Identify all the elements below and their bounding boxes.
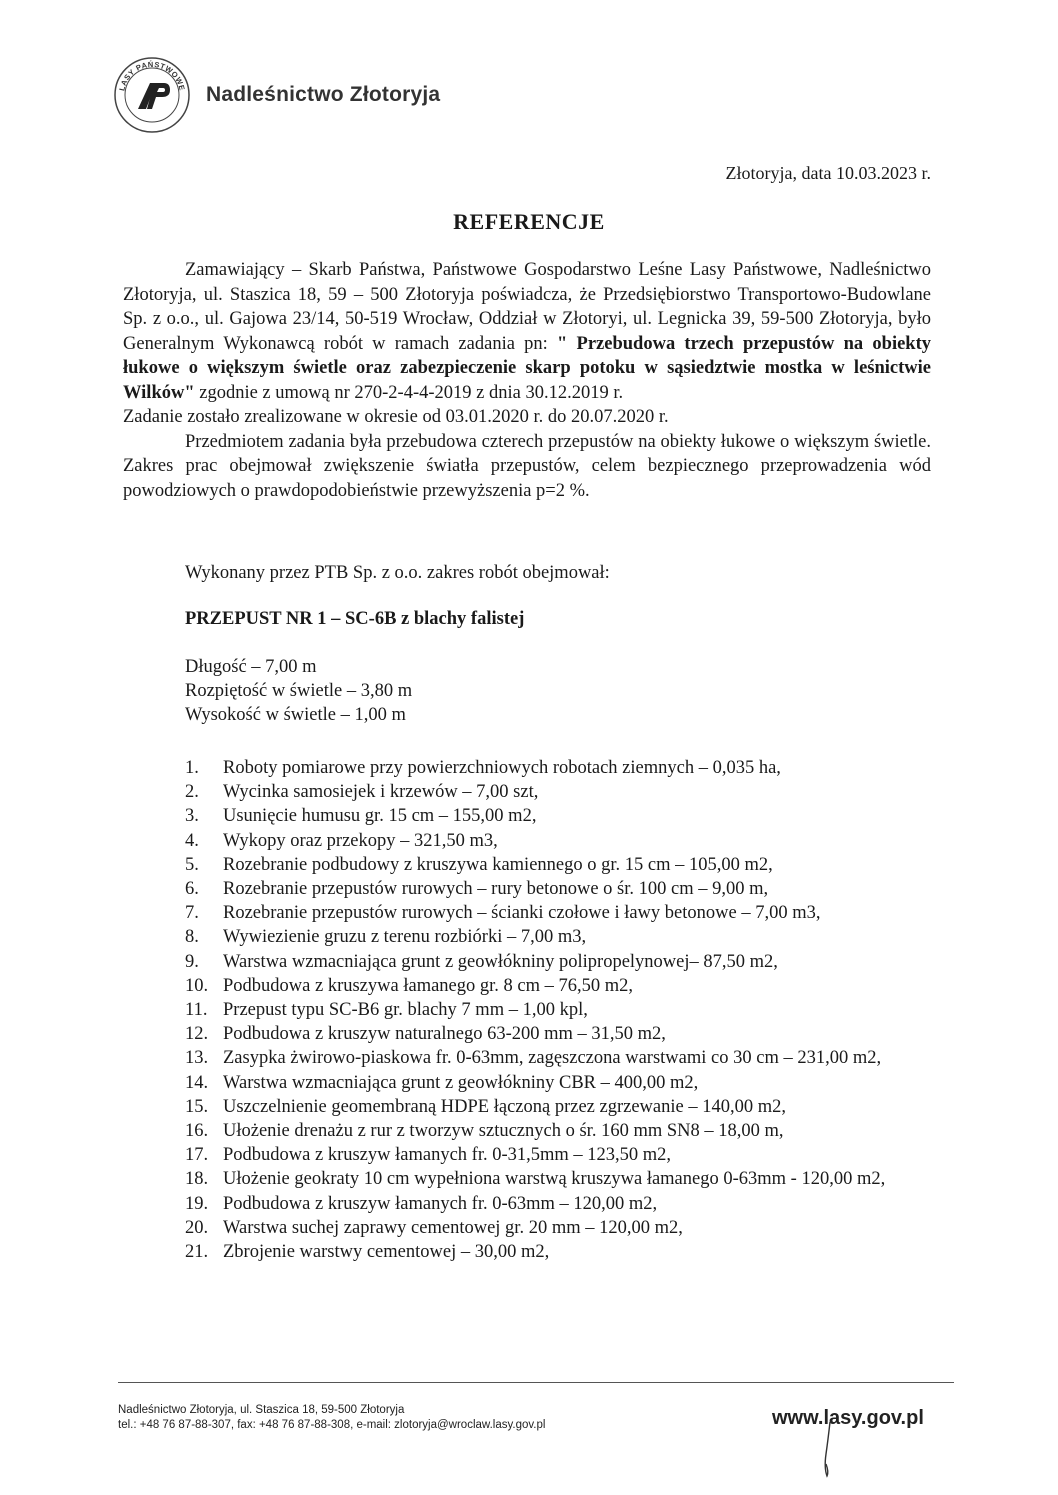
footer-contact-line: tel.: +48 76 87-88-307, fax: +48 76 87-88-308, e-mail: zlotoryja@wroclaw.lasy.gov.pl [118, 1419, 546, 1431]
work-item [185, 829, 931, 853]
paragraph-period: Zadanie zostało zrealizowane w okresie od 03.01.2020 r. do 20.07.2020 r. [123, 407, 669, 427]
document-title: REFERENCJE [453, 209, 605, 234]
work-item [185, 877, 931, 901]
work-item-number: 10. [185, 975, 209, 996]
organization-name: Nadleśnictwo Złotoryja [206, 83, 441, 106]
work-item-number: 7. [185, 903, 199, 924]
contract-text-b: zgodnie z umową nr 270-2-4-4-2019 z dnia 30.12.2019 r. [194, 382, 624, 403]
date-line: Złotoryja, data 10.03.2023 r. [725, 163, 931, 183]
work-item-text: Podbudowa z kruszywa łamanego gr. 8 cm – 76,50 m2, [223, 975, 634, 996]
work-item-text: Ułożenie drenażu z rur z tworzyw sztucznych o śr. 160 mm SN8 – 18,00 m, [223, 1121, 784, 1142]
work-item-text: Wykopy oraz przekopy – 321,50 m3, [223, 830, 498, 851]
work-item-text: Wycinka samosiejek i krzewów – 7,00 szt, [223, 782, 539, 803]
work-item-text: Warstwa suchej zaprawy cementowej gr. 20 mm – 120,00 m2, [223, 1217, 683, 1238]
works-list [185, 756, 931, 1264]
document-body [123, 258, 931, 503]
work-item [185, 901, 931, 925]
work-item-number: 14. [185, 1072, 209, 1093]
work-item-text: Warstwa wzmacniająca grunt z geowłókniny polipropelynowej– 87,50 m2, [223, 951, 778, 972]
work-item-number: 16. [185, 1121, 209, 1142]
work-item-number: 9. [185, 951, 199, 972]
dimension-height: Wysokość w świetle – 1,00 m [185, 705, 406, 725]
work-item-number: 21. [185, 1242, 209, 1263]
work-item [185, 1071, 931, 1095]
footer-address [118, 1403, 545, 1433]
paragraph-contract [123, 258, 931, 405]
work-item-number: 8. [185, 927, 199, 948]
work-item-number: 4. [185, 830, 199, 851]
dimension-length: Długość – 7,00 m [185, 657, 317, 677]
work-item [185, 1143, 931, 1167]
work-item-number: 2. [185, 782, 199, 803]
work-item [185, 780, 931, 804]
work-item-number: 17. [185, 1145, 209, 1166]
work-item [185, 1046, 931, 1070]
work-item [185, 925, 931, 949]
work-item-number: 15. [185, 1096, 209, 1117]
paragraph-subject: Przedmiotem zadania była przebudowa czterech przepustów na obiekty łukowe o większym świetle. Zakres prac obejmował zwiększenie światła przepustów, celem bezpiecznego przeprowadzenia wód powodziowych o prawdopodobieństwie przewyższenia p=2 %. [123, 431, 931, 501]
work-item [185, 974, 931, 998]
dimension-span: Rozpiętość w świetle – 3,80 m [185, 681, 413, 701]
work-item-number: 13. [185, 1048, 209, 1069]
work-item-text: Roboty pomiarowe przy powierzchniowych robotach ziemnych – 0,035 ha, [223, 758, 781, 778]
footer-website: www.lasy.gov.pl [772, 1407, 924, 1429]
work-item-text: Rozebranie przepustów rurowych – rury betonowe o śr. 100 cm – 9,00 m, [223, 879, 769, 900]
work-item-text: Podbudowa z kruszyw łamanych fr. 0-63mm – 120,00 m2, [223, 1193, 658, 1214]
footer-address-line: Nadleśnictwo Złotoryja, ul. Staszica 18, 59-500 Złotoryja [118, 1404, 405, 1416]
work-item-text: Warstwa wzmacniająca grunt z geowłókniny CBR – 400,00 m2, [223, 1072, 699, 1093]
work-item-text: Usunięcie humusu gr. 15 cm – 155,00 m2, [223, 806, 537, 827]
work-item-number: 19. [185, 1193, 209, 1214]
work-item-text: Ułożenie geokraty 10 cm wypełniona warstwą kruszywa łamanego 0-63mm - 120,00 m2, [223, 1169, 886, 1190]
work-item [185, 1119, 931, 1143]
work-item [185, 853, 931, 877]
work-item-number: 12. [185, 1024, 209, 1045]
work-item [185, 1095, 931, 1119]
work-item [185, 756, 931, 780]
work-item-text: Wywiezienie gruzu z terenu rozbiórki – 7,00 m3, [223, 927, 587, 948]
work-item-number: 20. [185, 1217, 209, 1238]
work-item-text: Podbudowa z kruszyw łamanych fr. 0-31,5mm – 123,50 m2, [223, 1145, 672, 1166]
work-item-number: 11. [185, 1000, 208, 1021]
section-heading: PRZEPUST NR 1 – SC-6B z blachy falistej [185, 609, 525, 629]
work-item [185, 1022, 931, 1046]
work-item-text: Przepust typu SC-B6 gr. blachy 7 mm – 1,00 kpl, [223, 1000, 588, 1021]
work-item-text: Rozebranie podbudowy z kruszywa kamiennego o gr. 15 cm – 105,00 m2, [223, 854, 773, 875]
work-item [185, 804, 931, 828]
work-item-number: 18. [185, 1169, 209, 1190]
work-item [185, 1167, 931, 1191]
work-item-number: 1. [185, 758, 199, 778]
task-name: " Przebudowa trzech przepustów na obiekty łukowe o większym świetle oraz zabezpieczenie skarp potoku w sąsiedztwie mostka w leśnictwie Wilków" [123, 333, 932, 403]
work-item-text: Zasypka żwirowo-piaskowa fr. 0-63mm, zagęszczona warstwami co 30 cm – 231,00 m2, [223, 1048, 882, 1069]
footer-divider [118, 1382, 954, 1383]
work-item-text: Rozebranie przepustów rurowych – ścianki czołowe i ławy betonowe – 7,00 m3, [223, 903, 821, 924]
lasy-panstwowe-logo [112, 55, 192, 135]
work-item [185, 998, 931, 1022]
work-item [185, 950, 931, 974]
work-item-text: Zbrojenie warstwy cementowej – 30,00 m2, [223, 1242, 550, 1263]
work-item-number: 3. [185, 806, 199, 827]
work-item [185, 1192, 931, 1216]
work-item-number: 6. [185, 879, 199, 900]
scope-intro: Wykonany przez PTB Sp. z o.o. zakres robót obejmował: [185, 563, 610, 583]
letterhead [112, 55, 440, 135]
work-item [185, 1240, 931, 1264]
work-item-text: Uszczelnienie geomembraną HDPE łączoną przez zgrzewanie – 140,00 m2, [223, 1096, 786, 1117]
signature-stroke [812, 1420, 842, 1480]
logo-text: LASY PAŃSTWOWE [117, 59, 187, 92]
work-item-text: Podbudowa z kruszyw naturalnego 63-200 mm – 31,50 m2, [223, 1024, 666, 1045]
dimensions-block [185, 655, 412, 727]
contract-text-a: Zamawiający – Skarb Państwa, Państwowe Gospodarstwo Leśne Lasy Państwowe, Nadleśnictwo Złotoryja, ul. Staszica 18, 59 – 500 Złotoryja poświadcza, że Przedsiębiorstwo Transportowo-Budowlane Sp. z o.o., ul. Gajowa 23/14, 50-519 Wrocław, Oddział w Złotoryi, ul. Legnicka 39, 59-500 Złotoryja, było Generalnym Wykonawcą robót w ramach zadania pn: [123, 260, 931, 354]
work-item-number: 5. [185, 854, 199, 875]
work-item [185, 1216, 931, 1240]
